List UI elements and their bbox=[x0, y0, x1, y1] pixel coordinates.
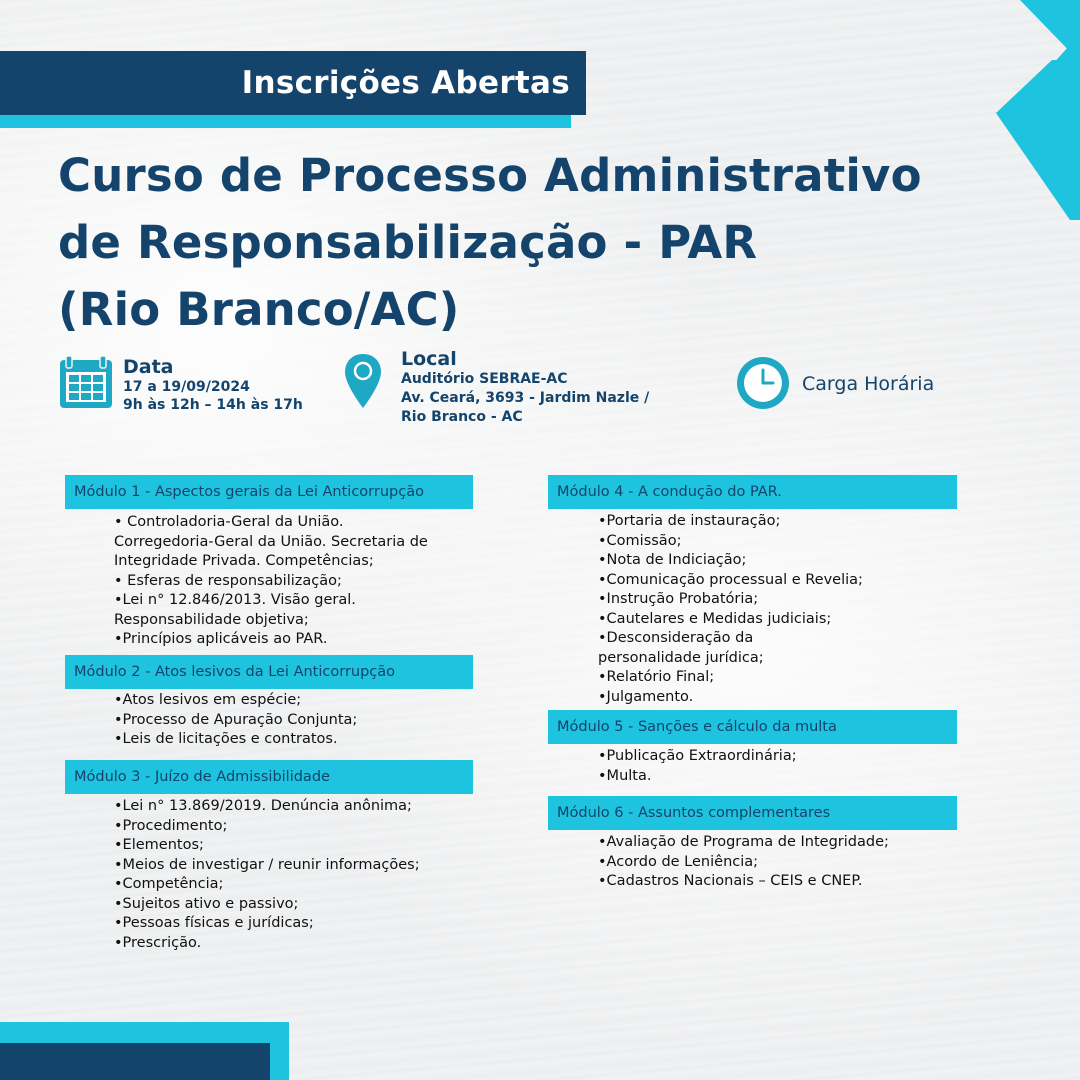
list-item: •Julgamento. bbox=[598, 688, 694, 705]
list-item: •Cautelares e Medidas judiciais; bbox=[598, 610, 832, 627]
venue-address: Av. Ceará, 3693 - Jardim Nazle / bbox=[401, 390, 650, 406]
list-item: •Acordo de Leniência; bbox=[598, 853, 759, 870]
clock-icon bbox=[735, 355, 791, 411]
list-item: Responsabilidade objetiva; bbox=[114, 611, 309, 628]
list-item: •Cadastros Nacionais – CEIS e CNEP. bbox=[598, 873, 863, 889]
list-item: • Esferas de responsabilização; bbox=[114, 572, 342, 589]
list-item: •Processo de Apuração Conjunta; bbox=[114, 711, 358, 728]
module-4-header: Módulo 4 - A condução do PAR. bbox=[548, 475, 957, 509]
list-item: •Leis de licitações e contratos. bbox=[114, 731, 338, 747]
course-title-line-1: Curso de Processo Administrativo bbox=[58, 149, 922, 202]
module-5-topics bbox=[598, 747, 797, 786]
list-item: •Comunicação processual e Revelia; bbox=[598, 571, 863, 588]
list-item: •Desconsideração da bbox=[598, 630, 754, 646]
list-item: •Relatório Final; bbox=[598, 669, 715, 685]
list-item: •Procedimento; bbox=[114, 817, 228, 834]
list-item: •Prescrição. bbox=[114, 934, 202, 951]
module-2-header: Módulo 2 - Atos lesivos da Lei Anticorrupção bbox=[65, 655, 473, 689]
venue-city: Rio Branco - AC bbox=[401, 409, 523, 425]
footer-bar bbox=[0, 1043, 270, 1080]
list-item: •Lei n° 13.869/2019. Denúncia anônima; bbox=[114, 798, 412, 814]
list-item: •Avaliação de Programa de Integridade; bbox=[598, 834, 889, 850]
list-item: personalidade jurídica; bbox=[598, 649, 764, 666]
module-4-topics bbox=[598, 512, 863, 707]
date-label: Data bbox=[123, 356, 174, 378]
map-pin-icon bbox=[343, 352, 383, 410]
module-1-topics bbox=[114, 513, 428, 650]
workload-label: Carga Horária bbox=[802, 373, 935, 395]
course-title-line-3: (Rio Branco/AC) bbox=[58, 283, 460, 336]
list-item: •Princípios aplicáveis ao PAR. bbox=[114, 631, 328, 647]
list-item: •Comissão; bbox=[598, 532, 682, 549]
list-item: •Atos lesivos em espécie; bbox=[114, 692, 302, 708]
location-details bbox=[401, 370, 649, 427]
list-item: •Competência; bbox=[114, 876, 224, 892]
list-item: •Pessoas físicas e jurídicas; bbox=[114, 915, 314, 931]
list-item: •Publicação Extraordinária; bbox=[598, 748, 797, 764]
course-title bbox=[58, 142, 1018, 343]
venue-name: Auditório SEBRAE-AC bbox=[401, 371, 568, 387]
list-item: •Nota de Indiciação; bbox=[598, 552, 747, 568]
location-label: Local bbox=[401, 348, 457, 370]
list-item: •Instrução Probatória; bbox=[598, 591, 759, 607]
module-2-topics bbox=[114, 691, 357, 750]
module-3-header: Módulo 3 - Juízo de Admissibilidade bbox=[65, 760, 473, 794]
module-3-topics bbox=[114, 797, 420, 953]
list-item: •Sujeitos ativo e passivo; bbox=[114, 895, 299, 912]
module-5-header: Módulo 5 - Sanções e cálculo da multa bbox=[548, 710, 957, 744]
registration-banner: Inscrições Abertas bbox=[241, 65, 570, 101]
list-item: •Meios de investigar / reunir informações; bbox=[114, 856, 420, 873]
time-range: 9h às 12h – 14h às 17h bbox=[123, 397, 303, 413]
list-item: •Multa. bbox=[598, 767, 652, 784]
calendar-icon bbox=[58, 354, 114, 410]
list-item: •Elementos; bbox=[114, 837, 204, 853]
module-1-header: Módulo 1 - Aspectos gerais da Lei Anticorrupção bbox=[65, 475, 473, 509]
module-6-topics bbox=[598, 833, 889, 892]
course-title-line-2: de Responsabilização - PAR bbox=[58, 216, 758, 269]
date-range: 17 a 19/09/2024 bbox=[123, 379, 250, 395]
list-item: •Lei n° 12.846/2013. Visão geral. bbox=[114, 592, 356, 608]
list-item: Corregedoria-Geral da União. Secretaria de bbox=[114, 533, 428, 550]
list-item: • Controladoria-Geral da União. bbox=[114, 514, 344, 530]
module-6-header: Módulo 6 - Assuntos complementares bbox=[548, 796, 957, 830]
list-item: Integridade Privada. Competências; bbox=[114, 553, 374, 569]
date-details bbox=[123, 378, 303, 414]
list-item: •Portaria de instauração; bbox=[598, 513, 781, 529]
